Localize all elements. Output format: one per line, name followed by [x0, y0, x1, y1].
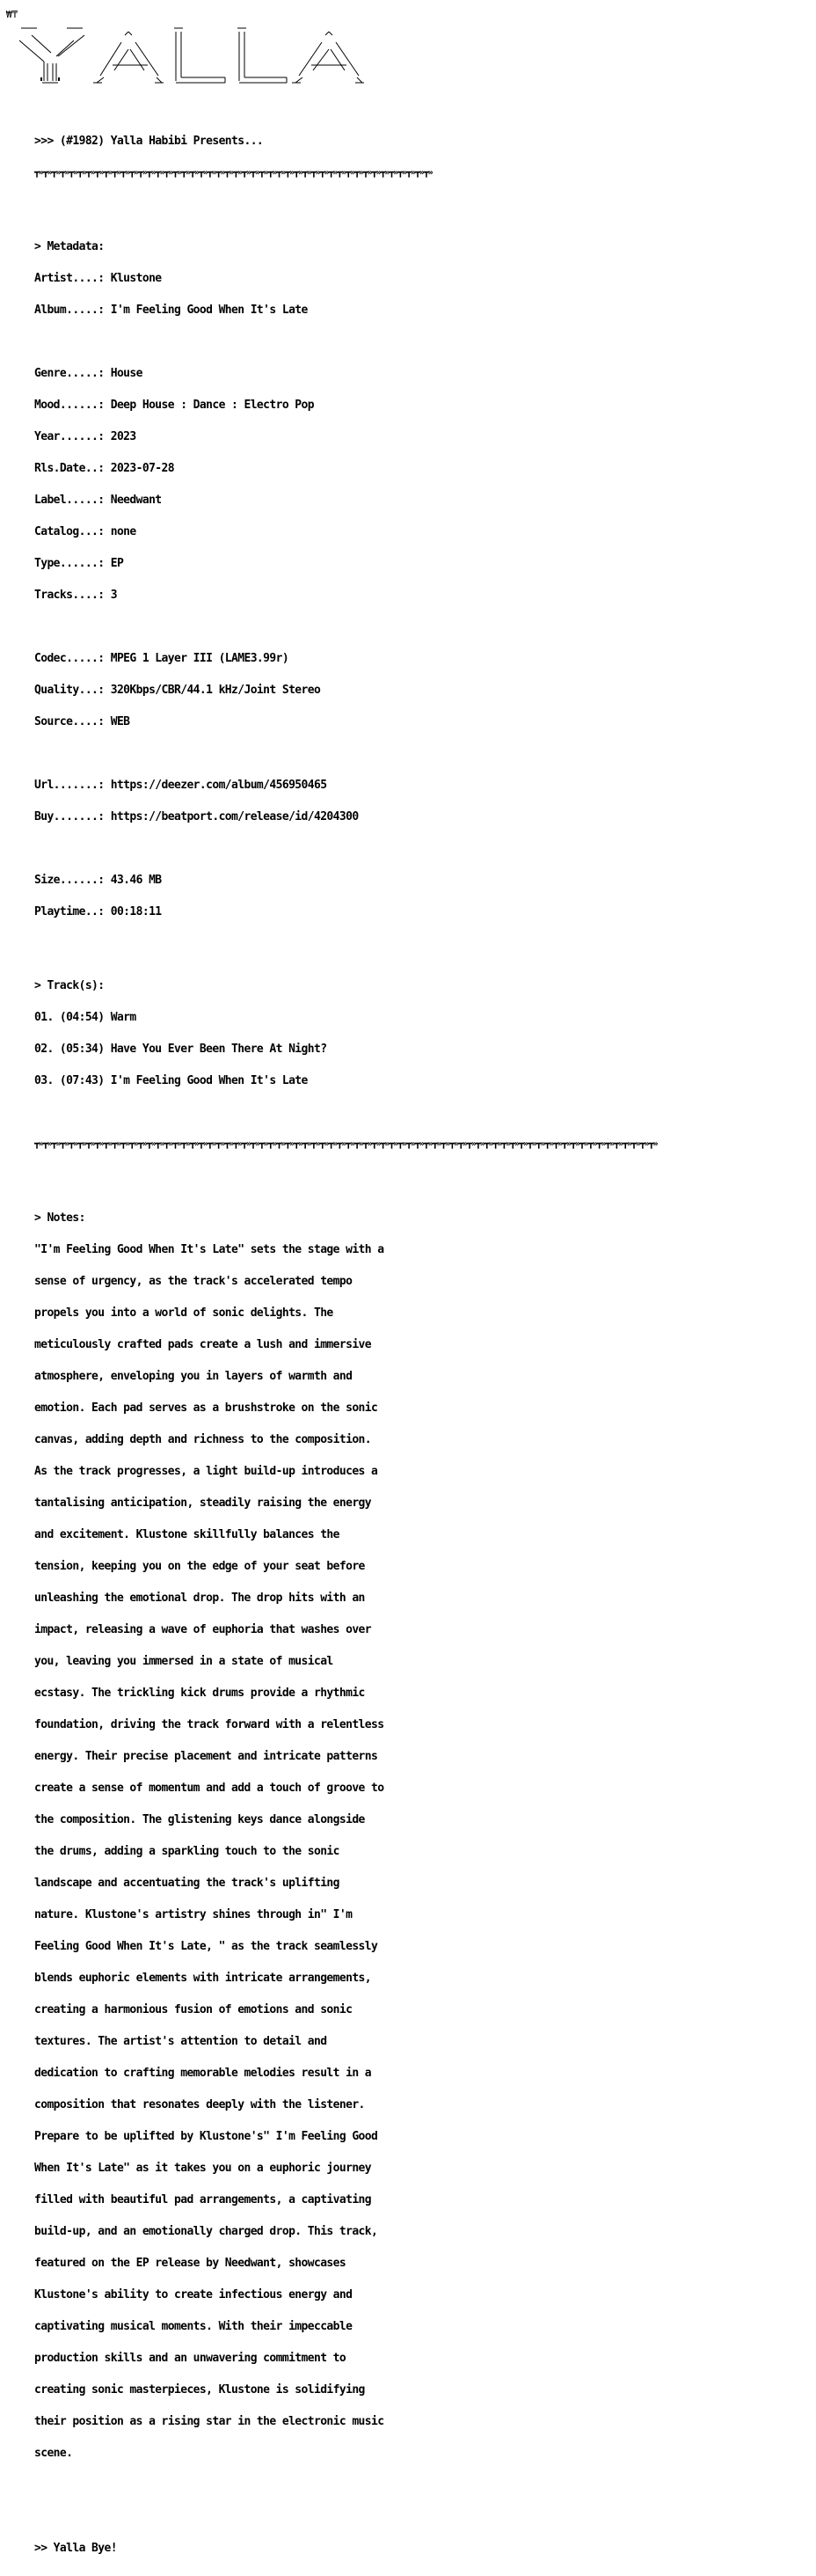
notes-line: landscape and accentuating the track's uplifting [34, 1877, 339, 1890]
notes-line: When It's Late" as it takes you on a euphoric journey [34, 2162, 372, 2175]
notes-heading: > Notes: [34, 1211, 85, 1225]
notes-line: the composition. The glistening keys dance alongside [34, 1813, 365, 1826]
codec-field: Codec.....: MPEG 1 Layer III (LAME3.99r) [34, 652, 289, 665]
metadata-heading: > Metadata: [34, 240, 105, 253]
notes-line: Feeling Good When It's Late, " as the track seamlessly [34, 1940, 378, 1953]
divider-middle: ┳»┳»┳»┳»┳»┳»┳»┳»┳»┳»┳»┳»┳»┳»┳»┳»┳»┳»┳»┳»┳»┳»┳»┳»┳»┳»┳»┳»┳»┳»┳»┳»┳»┳»┳»┳»┳»┳»┳»┳»┳»┳»┳»┳»┳»┳»┳»┳»┳»┳»┳»┳»┳»┳»┳»┳»┳»┳»┳»┳»┳»┳»┳»┳»┳»┳»┳»┳»┳»┳»┳»┳» [34, 1139, 658, 1149]
notes-line: Prepare to be uplifted by Klustone's" I'm Feeling Good [34, 2130, 378, 2143]
notes-line: nature. Klustone's artistry shines through in" I'm [34, 1908, 353, 1921]
notes-line: featured on the EP release by Needwant, showcases [34, 2257, 346, 2270]
playtime-field: Playtime..: 00:18:11 [34, 905, 162, 918]
genre-field: Genre.....: House [34, 367, 142, 380]
divider-top: ┳»┳»┳»┳»┳»┳»┳»┳»┳»┳»┳»┳»┳»┳»┳»┳»┳»┳»┳»┳»┳»┳»┳»┳»┳»┳»┳»┳»┳»┳»┳»┳»┳»┳»┳»┳»┳»┳»┳»┳»┳»┳»┳»┳»┳»┳» [34, 168, 433, 178]
notes-line: meticulously crafted pads create a lush and immersive [34, 1338, 372, 1351]
notes-line: dedication to crafting memorable melodies result in a [34, 2067, 372, 2080]
notes-line: composition that resonates deeply with the listener. [34, 2098, 365, 2111]
size-field: Size......: 43.46 MB [34, 874, 162, 887]
notes-line: build-up, and an emotionally charged drop. This track, [34, 2225, 378, 2238]
source-field: Source....: WEB [34, 715, 130, 728]
notes-line: creating sonic masterpieces, Klustone is solidifying [34, 2383, 365, 2397]
notes-line: Klustone's ability to create infectious energy and [34, 2288, 353, 2302]
buy-field: Buy.......: https://beatport.com/release/id/4204300 [34, 810, 359, 823]
notes-line: creating a harmonious fusion of emotions and sonic [34, 2003, 353, 2016]
release-date-field: Rls.Date..: 2023-07-28 [34, 462, 174, 475]
notes-line: tantalising anticipation, steadily raising the energy [34, 1497, 372, 1510]
notes-line: impact, releasing a wave of euphoria that washes over [34, 1623, 372, 1636]
notes-line: ecstasy. The trickling kick drums provide a rhythmic [34, 1687, 365, 1700]
quality-field: Quality...: 320Kbps/CBR/44.1 kHz/Joint Stereo [34, 684, 321, 697]
album-field: Album.....: I'm Feeling Good When It's Late [34, 304, 308, 317]
notes-line: you, leaving you immersed in a state of musical [34, 1655, 333, 1668]
notes-line: the drums, adding a sparkling touch to the sonic [34, 1845, 339, 1858]
notes-line: "I'm Feeling Good When It's Late" sets the stage with a [34, 1243, 384, 1256]
mood-field: Mood......: Deep House : Dance : Electro Pop [34, 399, 314, 412]
track-item: 02. (05:34) Have You Ever Been There At Night? [34, 1043, 327, 1056]
tracks-field: Tracks....: 3 [34, 589, 117, 602]
notes-line: and excitement. Klustone skillfully balances the [34, 1528, 339, 1541]
notes-line: propels you into a world of sonic delights. The [34, 1306, 333, 1320]
notes-line: create a sense of momentum and add a touch of groove to [34, 1782, 384, 1795]
notes-line: scene. [34, 2447, 73, 2460]
notes-line: foundation, driving the track forward with a relentless [34, 1718, 384, 1731]
notes-line: energy. Their precise placement and intricate patterns [34, 1750, 378, 1763]
notes-line: textures. The artist's attention to detail and [34, 2035, 327, 2048]
catalog-field: Catalog...: none [34, 525, 136, 538]
notes-line: sense of urgency, as the track's accelerated tempo [34, 1275, 353, 1288]
notes-line: emotion. Each pad serves as a brushstroke on the sonic [34, 1401, 378, 1415]
url-field: Url.......: https://deezer.com/album/456950465 [34, 779, 327, 792]
track-item: 01. (04:54) Warm [34, 1011, 136, 1024]
year-field: Year......: 2023 [34, 430, 136, 443]
track-item: 03. (07:43) I'm Feeling Good When It's Late [34, 1074, 308, 1087]
notes-line: their position as a rising star in the electronic music [34, 2415, 384, 2428]
notes-line: atmosphere, enveloping you in layers of warmth and [34, 1370, 353, 1383]
type-field: Type......: EP [34, 557, 124, 570]
notes-line: filled with beautiful pad arrangements, a captivating [34, 2193, 372, 2206]
notes-line: As the track progresses, a light build-up introduces a [34, 1465, 378, 1478]
notes-line: unleashing the emotional drop. The drop hits with an [34, 1592, 365, 1605]
nfo-text [34, 115, 658, 2575]
notes-line: tension, keeping you on the edge of your seat before [34, 1560, 365, 1573]
artist-field: Artist....: Klustone [34, 272, 162, 285]
intro-line: >>> (#1982) Yalla Habibi Presents... [34, 135, 264, 148]
notes-line: production skills and an unwavering commitment to [34, 2352, 346, 2365]
label-field: Label.....: Needwant [34, 494, 162, 507]
footer-bye: >> Yalla Bye! [34, 2542, 117, 2555]
tracklist-heading: > Track(s): [34, 979, 105, 992]
yalla-logo [18, 23, 369, 86]
notes-line: canvas, adding depth and richness to the composition. [34, 1433, 372, 1446]
corner-glyph: ₩₸ [6, 9, 18, 20]
notes-line: captivating musical moments. With their impeccable [34, 2320, 353, 2333]
notes-line: blends euphoric elements with intricate arrangements, [34, 1972, 372, 1985]
